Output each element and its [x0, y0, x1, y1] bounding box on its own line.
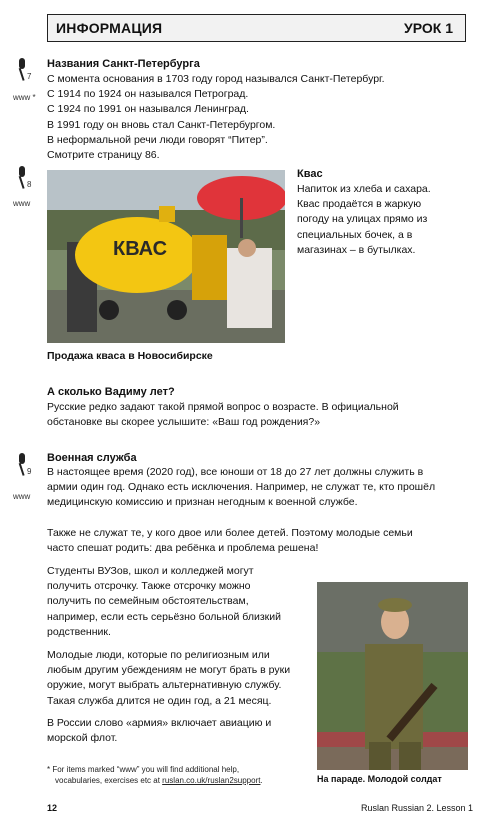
photo-caption: На параде. Молодой солдат: [317, 774, 442, 784]
text-line: например, если есть серьёзно больной близкий: [47, 610, 281, 623]
www-marker: www: [13, 492, 31, 501]
soldier-photo: [317, 582, 468, 770]
text-line: погоду на улицах прямо из: [297, 213, 428, 226]
text-line: Квас продаётся в жаркую: [297, 198, 422, 211]
text-line: медицинскую комиссию и признан негодным к военной службе.: [47, 496, 358, 509]
section-text: [47, 526, 413, 556]
section-text: [47, 716, 271, 746]
section-text: [47, 648, 290, 709]
text-line: В 1991 году он вновь стал Санкт-Петербургом.: [47, 118, 276, 131]
page-number: 12: [47, 803, 58, 813]
footnote: [47, 764, 263, 786]
text-line: специальных бочек, а в: [297, 228, 413, 241]
section-text: [47, 564, 281, 640]
microphone-icon[interactable]: [14, 58, 28, 84]
text-line: любым другим убеждениям не могут брать в руки: [47, 664, 291, 677]
header-box: [47, 14, 466, 42]
footnote-text: .: [260, 776, 263, 785]
track-number: 8: [27, 180, 32, 189]
www-marker: www: [13, 199, 31, 208]
section-title: А сколько Вадиму лет?: [47, 386, 175, 398]
text-line: оружие, могут выбрать альтернативную службу.: [47, 679, 282, 692]
section-text: [297, 182, 431, 258]
text-line: С 1914 по 1924 он назывался Петроград.: [47, 88, 249, 101]
footnote-text: vocabularies, exercises etc at: [55, 776, 163, 785]
section-title: Квас: [297, 168, 323, 180]
text-line: получить отсрочку. Также отсрочку можно: [47, 580, 251, 593]
text-line: Смотрите страницу 86.: [47, 149, 160, 162]
kvas-photo: [47, 170, 285, 343]
text-line: армии один год. Однако есть исключения. Например, не служат те, кто прошёл: [47, 481, 436, 494]
text-line: С 1924 по 1991 он назывался Ленинград.: [47, 103, 249, 116]
text-line: Молодые люди, которые по религиозным или: [47, 649, 270, 661]
section-title: Названия Санкт-Петербурга: [47, 58, 200, 70]
section-text: [47, 465, 435, 511]
text-line: получить по семейным обстоятельствам,: [47, 595, 249, 608]
footnote-line: * For items marked “www” you will find additional help,: [47, 765, 240, 774]
text-line: В неформальной речи люди говорят “Питер”.: [47, 133, 268, 146]
text-line: С момента основания в 1703 году город назывался Санкт-Петербург.: [47, 73, 385, 85]
text-line: Напиток из хлеба и сахара.: [297, 183, 431, 195]
header-title: ИНФОРМАЦИЯ: [56, 20, 163, 36]
www-marker: www *: [13, 93, 36, 102]
text-line: В России слово «армия» включает авиацию и: [47, 717, 272, 729]
lesson-label: УРОК 1: [404, 20, 453, 36]
text-line: В настоящее время (2020 год), все юноши от 18 до 27 лет должны служить в: [47, 466, 424, 478]
text-line: магазинах – в бутылках.: [297, 243, 416, 256]
track-number: 9: [27, 467, 32, 476]
section-text: [47, 72, 385, 163]
support-link[interactable]: ruslan.co.uk/ruslan2support: [162, 776, 261, 785]
text-line: Такая служба длится не один год, а 21 месяц.: [47, 694, 272, 707]
text-line: Также не служат те, у кого двое или более детей. Поэтому молодые семьи: [47, 527, 413, 539]
text-line: морской флот.: [47, 732, 118, 745]
book-title: Ruslan Russian 2. Lesson 1: [361, 803, 474, 813]
section-text: [47, 400, 399, 430]
barrel-label: КВАС: [113, 238, 168, 260]
text-line: обстановке вы скорее услышите: «Ваш год рождения?»: [47, 416, 321, 429]
text-line: часто спешат родить: два ребёнка и проблема решена!: [47, 542, 319, 555]
text-line: Студенты ВУЗов, школ и колледжей могут: [47, 565, 254, 577]
section-title: Военная служба: [47, 452, 137, 464]
microphone-icon[interactable]: [14, 453, 28, 479]
microphone-icon[interactable]: [14, 166, 28, 192]
footnote-line: [47, 775, 263, 786]
track-number: 7: [27, 72, 32, 81]
photo-caption: Продажа кваса в Новосибирске: [47, 350, 213, 362]
text-line: Русские редко задают такой прямой вопрос о возрасте. В официальной: [47, 401, 399, 413]
text-line: родственник.: [47, 625, 111, 638]
